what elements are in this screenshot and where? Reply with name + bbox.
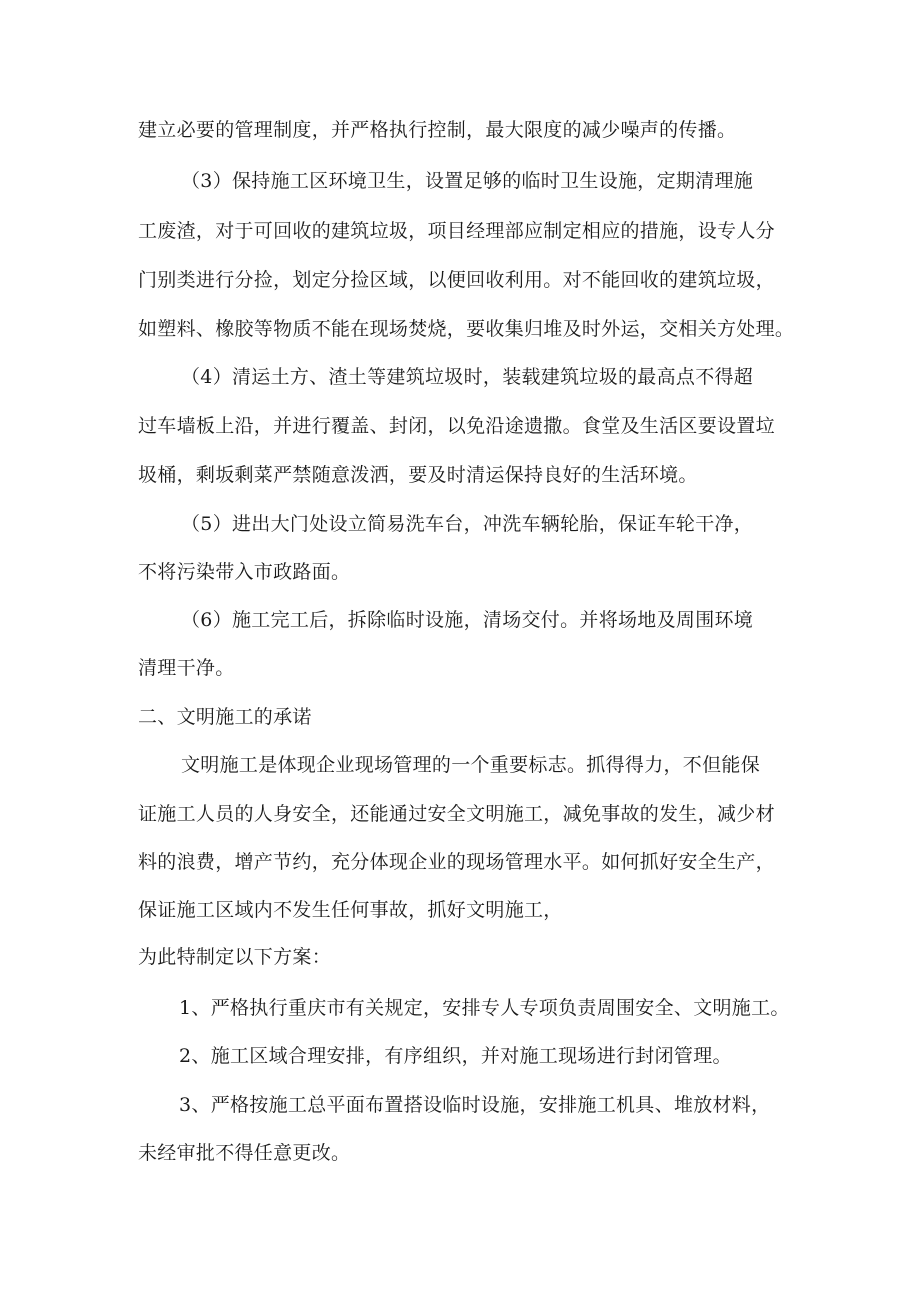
text-line-14: 文明施工是体现企业现场管理的一个重要标志。抓得得力，不但能保 xyxy=(181,754,761,776)
text-line-5: 如塑料、橡胶等物质不能在现场焚烧，要收集归堆及时外运，交相关方处理。 xyxy=(138,318,795,340)
text-line-10: 不将污染带入市政路面。 xyxy=(138,561,351,583)
section-heading: 二、文明施工的承诺 xyxy=(138,706,312,728)
text-line-7: 过车墙板上沿，并进行覆盖、封闭，以免沿途遗撒。食堂及生活区要设置垃 xyxy=(138,415,775,437)
text-line-1: 建立必要的管理制度，并严格执行控制，最大限度的减少噪声的传播。 xyxy=(138,119,737,141)
text-line-4: 门别类进行分捡，划定分捡区域，以便回收利用。对不能回收的建筑垃圾， xyxy=(138,269,775,291)
text-line-11: （6）施工完工后，拆除临时设施，清场交付。并将场地及周围环境 xyxy=(181,609,754,631)
text-line-8: 圾桶，剩坂剩菜严禁随意泼洒，要及时清运保持良好的生活环境。 xyxy=(138,464,698,486)
text-line-22: 未经审批不得任意更改。 xyxy=(138,1142,351,1164)
list-item-3: 3、严格按施工总平面布置搭设临时设施，安排施工机具、堆放材料， xyxy=(179,1094,771,1116)
text-line-18: 为此特制定以下方案： xyxy=(138,946,332,968)
text-line-12: 清理干净。 xyxy=(138,657,235,679)
text-line-9: （5）进出大门处设立简易洗车台，冲洗车辆轮胎，保证车轮干净， xyxy=(181,513,754,535)
text-line-15: 证施工人员的人身安全，还能通过安全文明施工，减免事故的发生，减少材 xyxy=(138,803,775,825)
text-line-6: （4）清运土方、渣土等建筑垃圾时，装载建筑垃圾的最高点不得超 xyxy=(181,366,754,388)
text-line-2: （3）保持施工区环境卫生，设置足够的临时卫生设施，定期清理施 xyxy=(181,170,754,192)
text-line-16: 料的浪费，增产节约，充分体现企业的现场管理水平。如何抓好安全生产， xyxy=(138,851,775,873)
text-line-3: 工废渣，对于可回收的建筑垃圾，项目经理部应制定相应的措施，设专人分 xyxy=(138,220,775,242)
list-item-1: 1、严格执行重庆市有关规定，安排专人专项负责周围安全、文明施工。 xyxy=(179,997,790,1019)
list-item-2: 2、施工区域合理安排，有序组织，并对施工现场进行封闭管理。 xyxy=(179,1045,732,1067)
text-line-17: 保证施工区域内不发生任何事故，抓好文明施工， xyxy=(138,899,563,921)
